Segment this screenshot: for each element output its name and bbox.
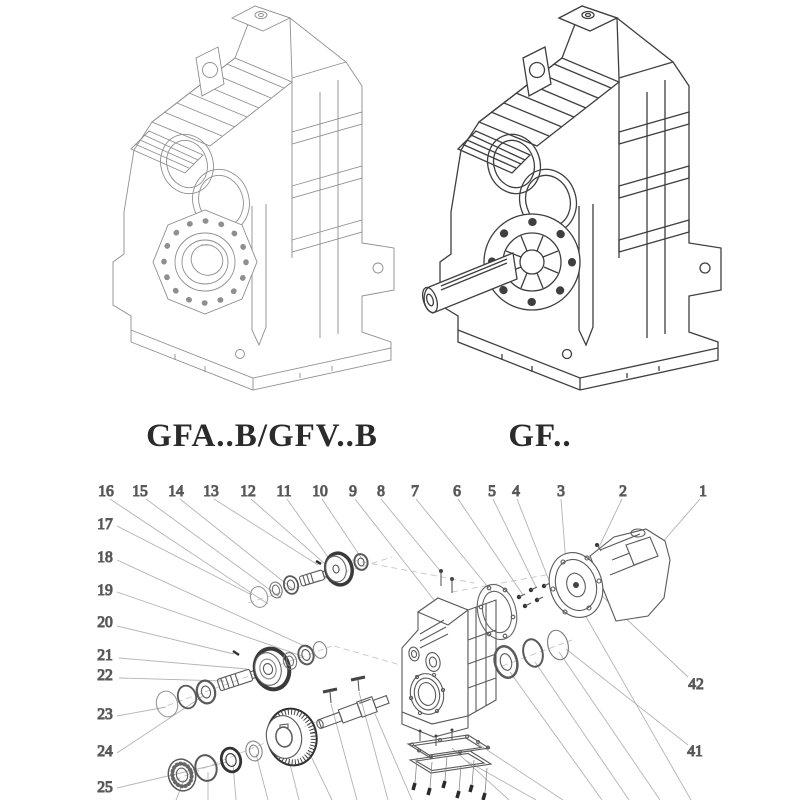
isometric-drawing-solid-shaft-unit — [420, 6, 721, 390]
callout-12: 12 — [240, 483, 256, 500]
callout-10: 10 — [312, 483, 328, 500]
callout-25: 25 — [97, 779, 113, 796]
exploded-view — [97, 483, 707, 800]
pan-bolts — [413, 756, 487, 800]
callout-3: 3 — [557, 483, 565, 500]
callout-19: 19 — [97, 582, 113, 599]
caption-left: GFA..B/GFV..B — [146, 418, 378, 454]
callout-17: 17 — [97, 516, 113, 533]
callout-1: 1 — [699, 483, 707, 500]
callout-9: 9 — [349, 483, 357, 500]
callout-14: 14 — [168, 483, 184, 500]
callout-42: 42 — [688, 676, 704, 693]
callout-8: 8 — [377, 483, 385, 500]
callout-21: 21 — [97, 647, 113, 664]
callout-2: 2 — [619, 483, 627, 500]
callout-6: 6 — [453, 483, 461, 500]
callout-13: 13 — [203, 483, 219, 500]
callout-23: 23 — [97, 706, 113, 723]
callout-7: 7 — [411, 483, 419, 500]
callout-16: 16 — [98, 483, 114, 500]
callout-20: 20 — [97, 614, 113, 631]
callout-24: 24 — [97, 743, 113, 760]
hex-bolts — [323, 677, 365, 703]
callout-4: 4 — [512, 483, 520, 500]
motor-unit — [541, 529, 670, 624]
callout-41: 41 — [687, 743, 703, 760]
callout-22: 22 — [97, 667, 113, 684]
callout-11: 11 — [276, 483, 292, 500]
gasket-and-pan — [408, 729, 491, 800]
hollow-shaft-flange-face — [153, 210, 257, 314]
callout-18: 18 — [97, 549, 113, 566]
output-shaft — [314, 692, 390, 733]
caption-right: GF.. — [508, 418, 572, 454]
callout-15: 15 — [132, 483, 148, 500]
gear-housing — [402, 569, 496, 737]
isometric-drawing-shaft-mounted-unit — [113, 6, 394, 390]
callout-5: 5 — [488, 483, 496, 500]
